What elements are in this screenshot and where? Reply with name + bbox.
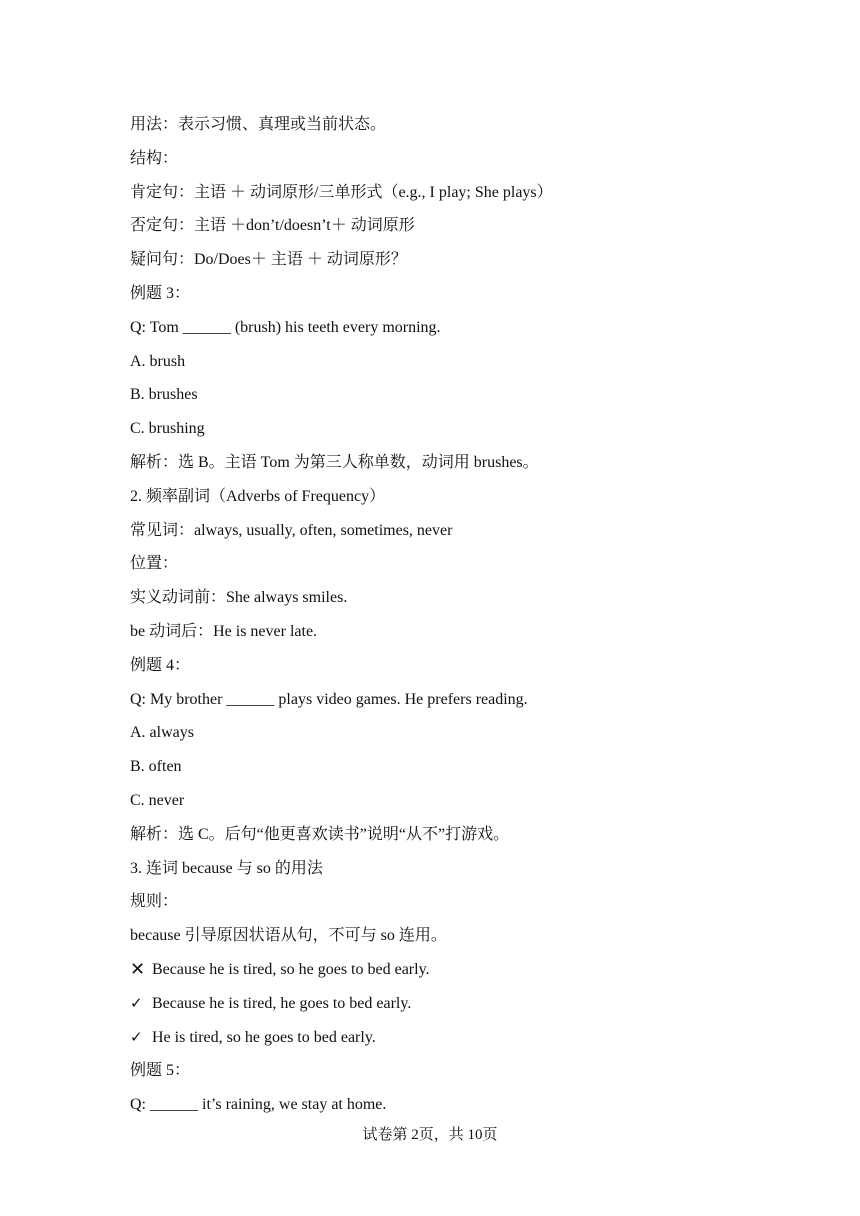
- line-text: because 引导原因状语从句，不可与 so 连用。: [130, 927, 447, 945]
- line-text: B. often: [130, 758, 182, 776]
- line-text: Because he is tired, so he goes to bed early.: [152, 960, 430, 978]
- text-line: [130, 176, 770, 210]
- question-line: [130, 683, 770, 717]
- text-line: [130, 108, 770, 142]
- option-line: [130, 412, 770, 446]
- analysis-line: [130, 446, 770, 480]
- line-text: 例题 5：: [130, 1062, 191, 1080]
- option-line: [130, 784, 770, 818]
- line-text: be 动词后：He is never late.: [130, 622, 318, 640]
- line-text: 3. 连词 because 与 so 的用法: [130, 859, 323, 877]
- text-line: [130, 514, 770, 548]
- line-text: Q: Tom ______ (brush) his teeth every morning.: [130, 318, 441, 336]
- text-line: [130, 581, 770, 615]
- line-text: B. brushes: [130, 386, 198, 404]
- section-heading: [130, 480, 770, 514]
- line-text: A. always: [130, 724, 194, 742]
- text-line: [130, 615, 770, 649]
- section-heading: [130, 852, 770, 886]
- question-line: [130, 311, 770, 345]
- option-line: [130, 345, 770, 379]
- line-text: C. brushing: [130, 420, 205, 438]
- line-text: Q: ______ it’s raining, we stay at home.: [130, 1096, 387, 1114]
- line-text: 疑问句：Do/Does＋ 主语 ＋ 动词原形？: [130, 251, 407, 269]
- line-text: He is tired, so he goes to bed early.: [152, 1028, 376, 1046]
- line-text: 例题 3：: [130, 284, 191, 302]
- line-text: 结构：: [130, 149, 179, 167]
- example-heading: [130, 277, 770, 311]
- check-mark-icon: ✓: [130, 1027, 143, 1046]
- page-footer: 试卷第 2页，共 10页: [362, 1127, 498, 1143]
- line-text: Q: My brother ______ plays video games. He prefers reading.: [130, 690, 528, 708]
- line-text: 肯定句：主语 ＋ 动词原形/三单形式（e.g., I play; She plays）: [130, 183, 553, 201]
- line-text: 用法：表示习惯、真理或当前状态。: [130, 116, 387, 133]
- example-heading: [130, 649, 770, 683]
- line-text: Because he is tired, he goes to bed early.: [152, 994, 412, 1012]
- line-text: 规则：: [130, 893, 179, 911]
- line-text: 例题 4：: [130, 656, 191, 674]
- line-text: 解析：选 C。后句“他更喜欢读书”说明“从不”打游戏。: [130, 825, 510, 843]
- line-text: 实义动词前：She always smiles.: [130, 589, 348, 607]
- line-text: 否定句：主语 ＋don’t/doesn’t＋ 动词原形: [130, 217, 415, 235]
- correct-example-line: [130, 1021, 770, 1055]
- check-mark-icon: ✓: [130, 993, 143, 1012]
- wrong-example-line: [130, 953, 770, 987]
- line-text: C. never: [130, 791, 185, 809]
- option-line: [130, 716, 770, 750]
- line-text: 常见词：always, usually, often, sometimes, never: [130, 521, 453, 539]
- document-body: [130, 108, 770, 1122]
- line-text: A. brush: [130, 352, 186, 370]
- line-text: 位置：: [130, 555, 179, 573]
- text-line: [130, 142, 770, 176]
- correct-example-line: [130, 987, 770, 1021]
- line-text: 2. 频率副词（Adverbs of Frequency）: [130, 487, 386, 505]
- text-line: [130, 885, 770, 919]
- analysis-line: [130, 818, 770, 852]
- text-line: [130, 547, 770, 581]
- question-line: [130, 1088, 770, 1122]
- text-line: [130, 209, 770, 243]
- cross-mark-icon: ✕: [130, 958, 146, 980]
- text-line: [130, 243, 770, 277]
- example-heading: [130, 1054, 770, 1088]
- line-text: 解析：选 B。主语 Tom 为第三人称单数，动词用 brushes。: [130, 453, 539, 471]
- option-line: [130, 378, 770, 412]
- option-line: [130, 750, 770, 784]
- text-line: [130, 919, 770, 953]
